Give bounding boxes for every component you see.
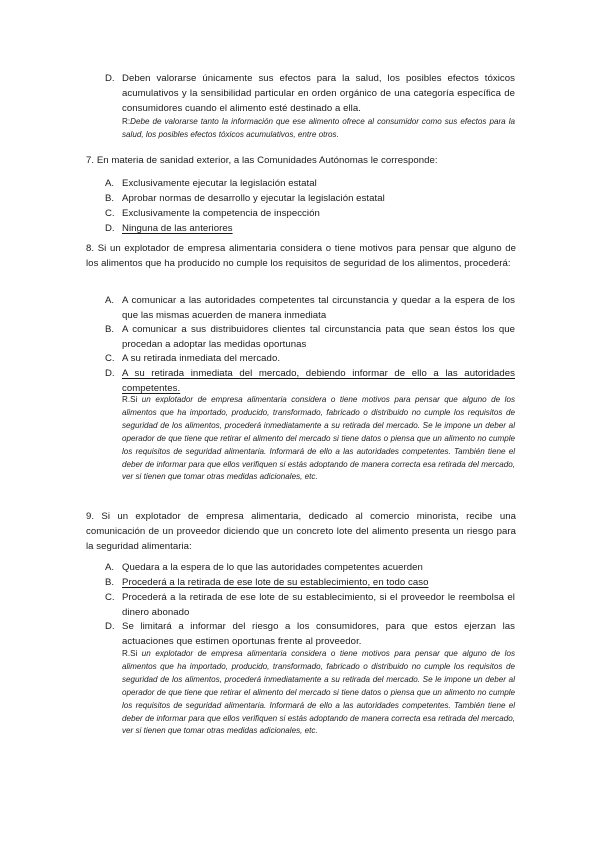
q8-answer-note	[122, 394, 515, 484]
q8-option-b-text: A comunicar a sus distribuidores clientes tal circunstancia pata que sean éstos los que procedan a adoptar las medidas oportunas	[122, 324, 515, 351]
q7-option-b-text: Aprobar normas de desarrollo y ejecutar la legislación estatal	[122, 193, 385, 204]
q8-answer-text: un explotador de empresa alimentaria considera o tiene motivos para pensar que alguno de los alimentos que ha importado, producido, transformado, fabricado o distribuido no cumple los requisitos de seguridad de los alimentos, procederá inmediatamente a su retirada del mercado. Se le impone un deber al operador de que tiene que retirar el alimento del mercado si tiene datos o piensa que un alimento no cumple los requisitos de seguridad alimentaria. Informará de ello a las autoridades competentes. También tiene el deber de informar para que ellos verifiquen si estás adoptando de manera correcta esa retirada del mercado, ver si tienen que tomar otras medidas adicionales, etc.	[122, 395, 515, 482]
q9-option-a-letter: A.	[105, 562, 115, 573]
q7-option-a-letter: A.	[105, 178, 115, 189]
q9-option-a-text: Quedara a la espera de lo que las autoridades competentes acuerden	[122, 562, 423, 573]
q8-option-d-letter: D.	[105, 368, 115, 379]
q9-answer-lead: R.Si	[122, 649, 138, 658]
q8-option-b-letter: B.	[105, 324, 115, 335]
q8-option-a-text: A comunicar a las autoridades competentes tal circunstancia y quedar a la espera de los que las mismas acuerden de manera inmediata	[122, 295, 515, 322]
q8-option-c-text: A su retirada inmediata del mercado.	[122, 353, 281, 364]
q7-option-d-text	[122, 221, 515, 236]
q9-answer-text: un explotador de empresa alimentaria considera o tiene motivos para pensar que alguno de los alimentos que ha importado, producido, transformado, fabricado o distribuido no cumple los requisitos de seguridad de los alimentos, procederá inmediatamente a su retirada del mercado. Se le impone un deber al operador de que tiene que retirar el alimento del mercado si tiene datos o piensa que un alimento no cumple los requisitos de seguridad alimentaria. Informará de ello a las autoridades competentes. También tiene el deber de informar para que ellos verifiquen si estás adoptando de manera correcta esa retirada del mercado, ver si tienen que tomar otras medidas adicionales, etc.	[122, 649, 515, 736]
q7-option-c-text: Exclusivamente la competencia de inspección	[122, 208, 320, 219]
q7-option-c-letter: C.	[105, 208, 115, 219]
q6-answer-lead: R:	[122, 117, 131, 126]
q6-option-d-text: Deben valorarse únicamente sus efectos para la salud, los posibles efectos tóxicos acumulativos y la sensibilidad particular en orden orgánico de una categoría específica de consumidores cuando el alimento esté destinado a ella.	[122, 73, 515, 115]
q6-answer-note	[122, 116, 515, 142]
q8-question: 8. Si un explotador de empresa alimentaria considera o tiene motivos para pensar que alguno de los alimentos que ha producido no cumple los requisitos de seguridad de los alimentos, procederá:	[86, 243, 516, 270]
q9-option-c-letter: C.	[105, 592, 115, 603]
q9-answer-note	[122, 648, 515, 738]
q9-option-b-letter: B.	[105, 577, 115, 588]
q9-question: 9. Si un explotador de empresa alimentaria, dedicado al comercio minorista, recibe una comunicación de un proveedor diciendo que un concreto lote del alimento presenta un riesgo para la seguridad alimentaria:	[86, 511, 516, 553]
q8-answer-lead: R.Si	[122, 395, 138, 404]
q9-correct-answer: Procederá a la retirada de ese lote de su establecimiento, en todo caso	[122, 577, 429, 588]
q9-option-d-letter: D.	[105, 621, 115, 632]
q7-option-a-text: Exclusivamente ejecutar la legislación estatal	[122, 178, 317, 189]
q9-option-b-text	[122, 575, 515, 590]
q6-option-d-letter: D.	[105, 73, 115, 84]
q7-correct-answer: Ninguna de las anteriores	[122, 223, 233, 234]
q9-option-c-text: Procederá a la retirada de ese lote de su establecimiento, si el proveedor le reembolsa el dinero abonado	[122, 592, 515, 619]
q6-answer-text: Debe de valorarse tanto la información que ese alimento ofrece al consumidor como sus efectos para la salud, los posibles efectos tóxicos acumulativos, entre otros.	[122, 117, 515, 139]
q8-option-d-text	[122, 366, 515, 396]
q8-option-a-letter: A.	[105, 295, 115, 306]
q7-option-d-letter: D.	[105, 223, 115, 234]
q7-question: 7. En materia de sanidad exterior, a las Comunidades Autónomas le corresponde:	[86, 155, 438, 166]
q7-option-b-letter: B.	[105, 193, 115, 204]
q8-option-c-letter: C.	[105, 353, 115, 364]
q8-correct-answer: A su retirada inmediata del mercado, debiendo informar de ello a las autoridades competentes.	[122, 368, 515, 395]
q9-option-d-text: Se limitará a informar del riesgo a los consumidores, para que estos ejerzan las actuaciones que estimen oportunas frente al proveedor.	[122, 621, 515, 648]
